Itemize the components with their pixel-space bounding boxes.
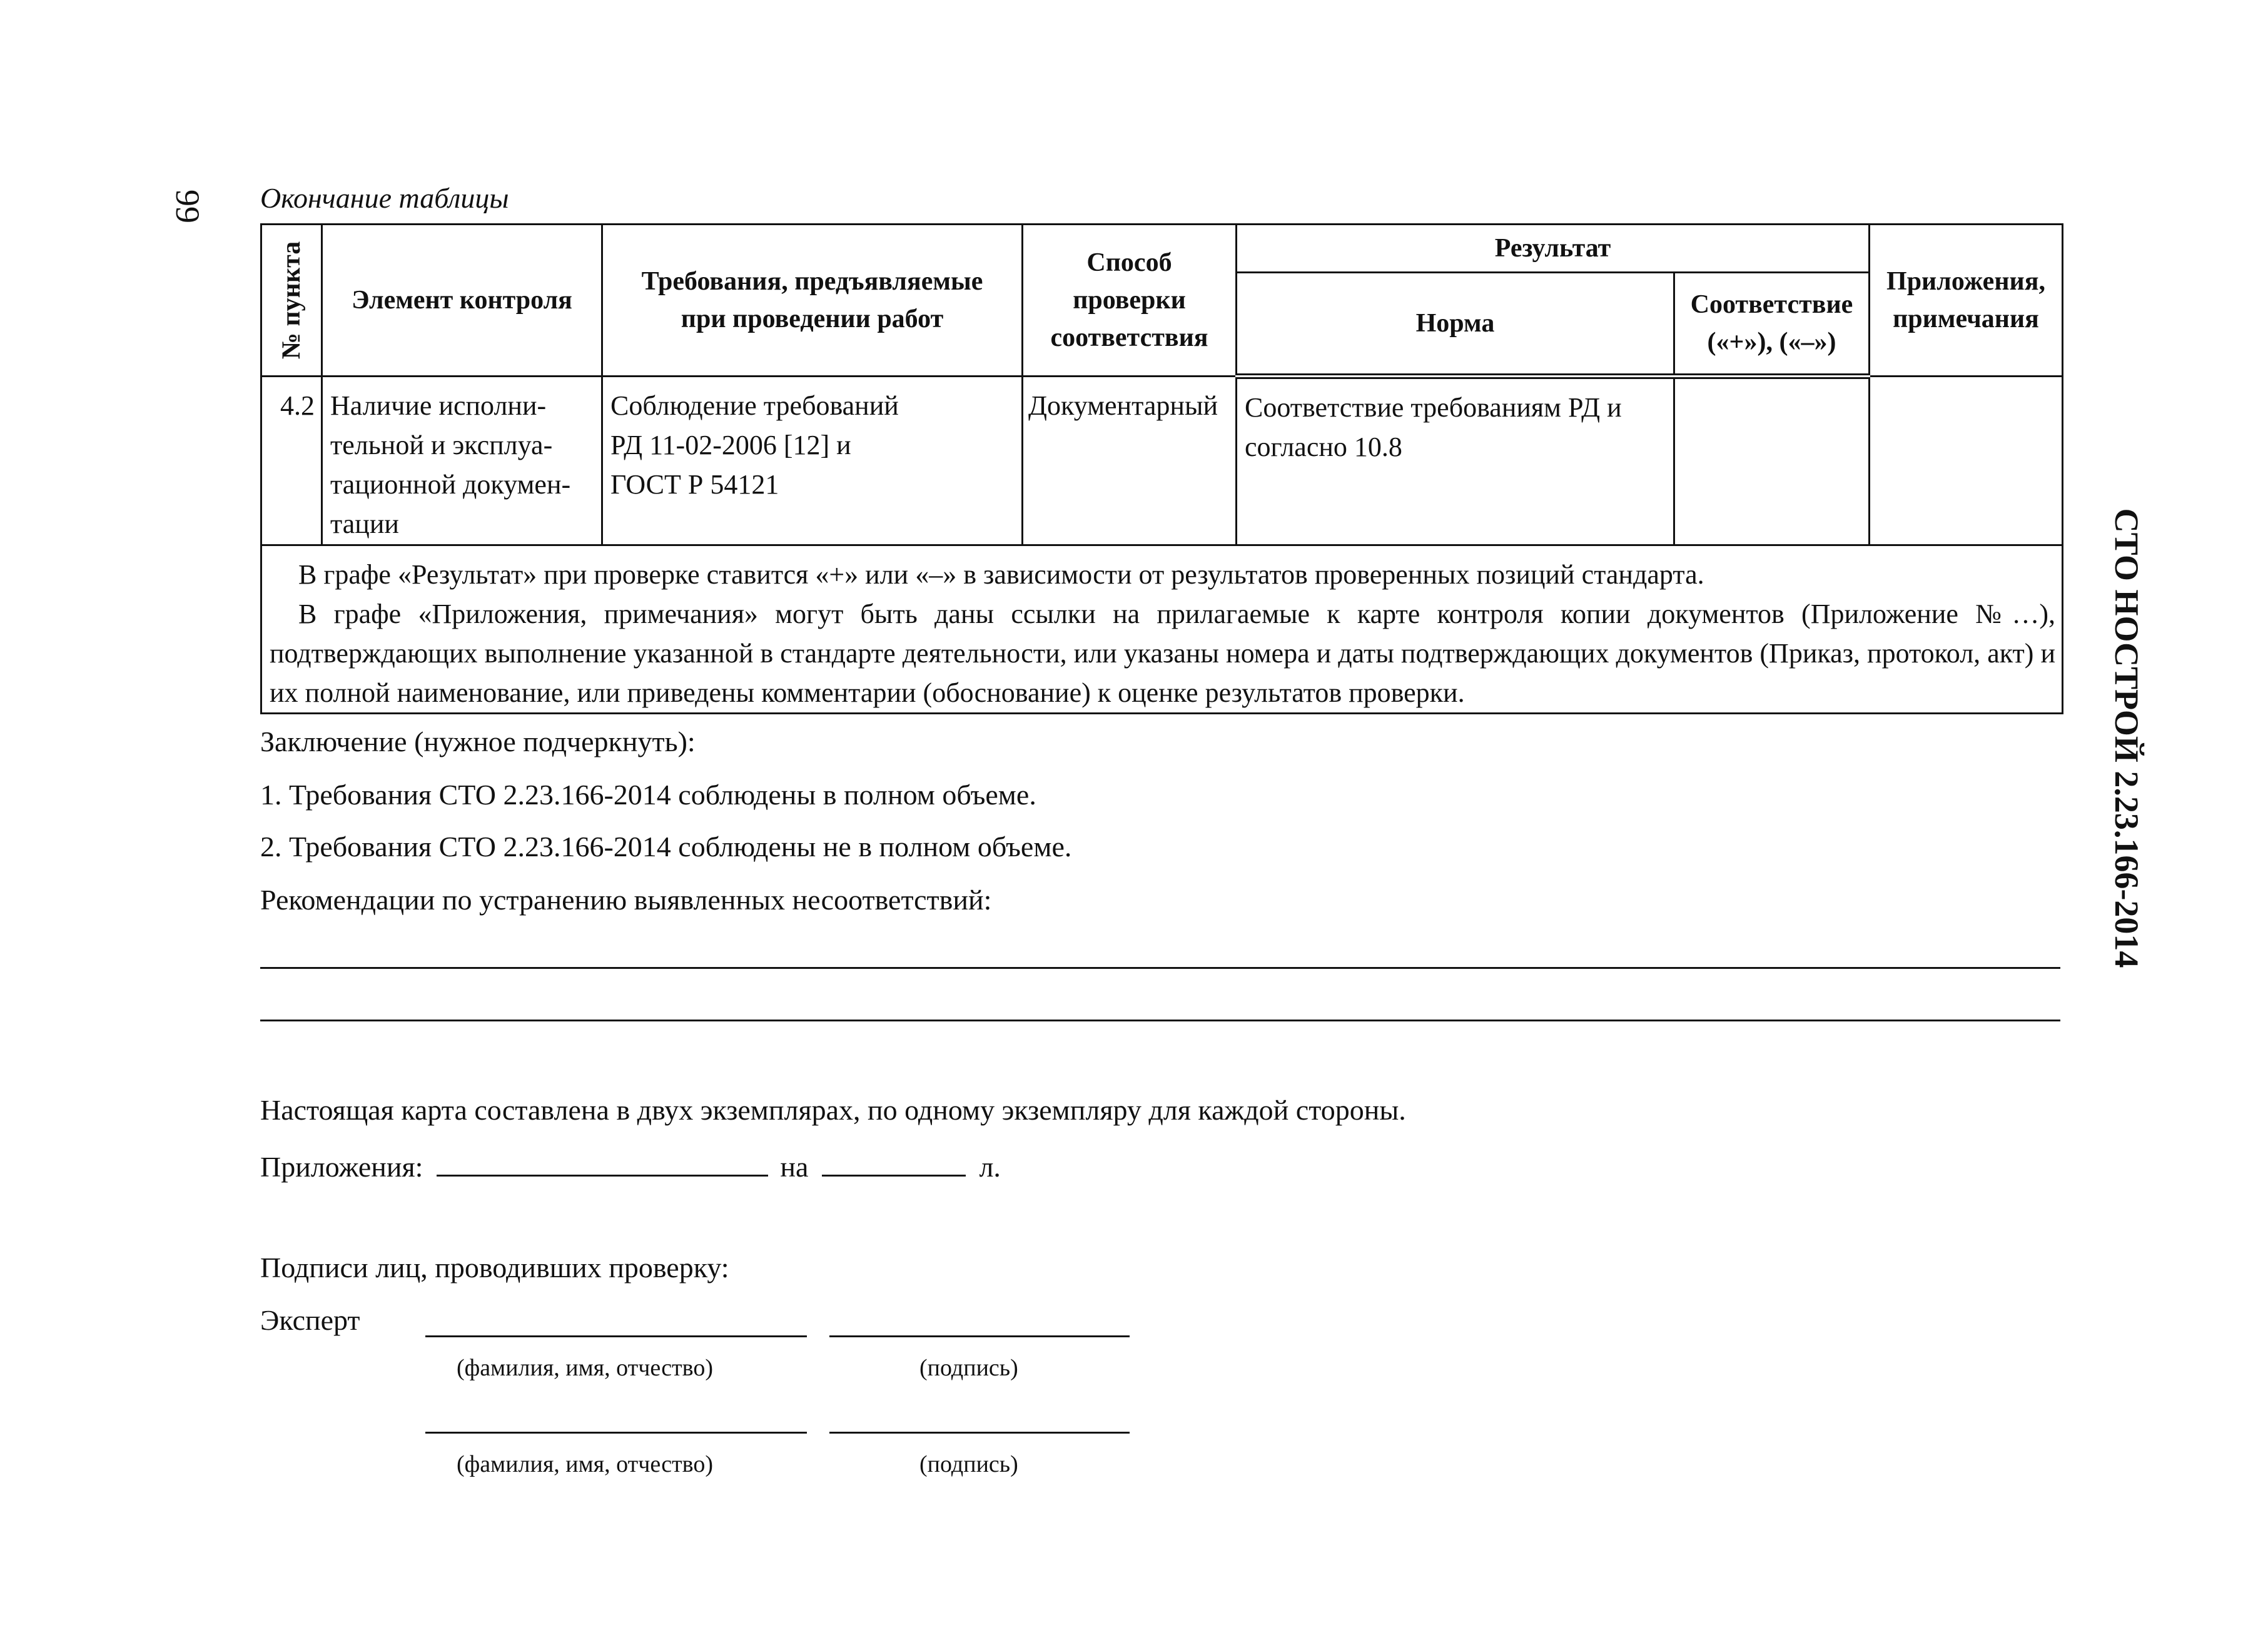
header-method: Способ проверки соответствия	[1023, 225, 1237, 377]
header-compliance-line2: («+»), («–»)	[1707, 328, 1836, 357]
row-requirements-line: РД 11-02-2006 [12] и	[610, 430, 851, 460]
row-norm-line: согласно 10.8	[1245, 432, 1402, 462]
row-requirements	[602, 377, 1023, 545]
row-element-line: тационной докумен-	[330, 469, 571, 500]
second-signature-line	[829, 1432, 1130, 1434]
row-num: 4.2	[261, 377, 322, 545]
second-name-line	[425, 1432, 807, 1434]
row-element	[322, 377, 602, 545]
header-num	[261, 225, 322, 377]
attachments-line	[260, 1146, 1001, 1185]
header-num-text: № пункта	[277, 241, 306, 360]
header-result: Результат	[1237, 225, 1870, 273]
row-notes	[1870, 377, 2063, 545]
conclusion-heading: Заключение (нужное подчеркнуть):	[260, 726, 696, 757]
signature-caption: (подпись)	[919, 1355, 1018, 1381]
conclusion-option-1: 1. Требования СТО 2.23.166-2014 соблюдены в полном объеме.	[260, 779, 1036, 811]
attachments-blank	[437, 1146, 768, 1177]
row-method: Документарный	[1023, 377, 1237, 545]
row-compliance	[1674, 377, 1870, 545]
name-caption: (фамилия, имя, отчество)	[457, 1451, 714, 1477]
row-requirements-line: ГОСТ Р 54121	[610, 469, 779, 500]
page-number: 99	[169, 190, 206, 223]
attachments-sheets: л.	[979, 1151, 1001, 1183]
header-compliance	[1674, 273, 1870, 377]
row-element-line: тельной и эксплуа-	[330, 430, 553, 460]
footnote-paragraph: В графе «Приложения, примечания» могут быть даны ссылки на прилагаемые к карте контроля копии документов (Приложение №…), подтверждающих выполнение указанной в стандарте деятельности, или указаны номера и даты подтверждающих документов (Приказ, протокол, акт) и их полной наименование, или приведены комментарии (обоснование) к оценке результатов проверки.	[270, 599, 2055, 708]
header-element: Элемент контроля	[322, 225, 602, 377]
copies-text: Настоящая карта составлена в двух экземплярах, по одному экземпляру для каждой стороны.	[260, 1094, 1406, 1126]
row-requirements-line: Соблюдение требований	[610, 390, 899, 421]
expert-label: Эксперт	[260, 1304, 360, 1336]
header-norm: Норма	[1237, 273, 1674, 377]
header-compliance-line1: Соответствие	[1690, 290, 1853, 319]
name-caption: (фамилия, имя, отчество)	[457, 1355, 714, 1381]
table-row	[261, 377, 2063, 545]
sheets-blank	[822, 1146, 966, 1177]
row-norm	[1237, 377, 1674, 545]
table-footnote	[261, 545, 2063, 714]
header-notes: Приложения, примечания	[1870, 225, 2063, 377]
row-element-line: Наличие исполни-	[330, 390, 547, 421]
footnote-paragraph: В графе «Результат» при проверке ставится «+» или «–» в зависимости от результатов проверенных позиций стандарта.	[298, 559, 1704, 590]
table-caption: Окончание таблицы	[260, 182, 509, 214]
control-table	[260, 223, 2063, 714]
row-element-line: тации	[330, 509, 399, 539]
recommendation-line	[260, 1020, 2060, 1021]
running-head-text: СТО НОСТРОЙ 2.23.166-2014	[2108, 508, 2145, 968]
conclusion-option-2: 2. Требования СТО 2.23.166-2014 соблюдены не в полном объеме.	[260, 831, 1072, 863]
expert-signature-line	[829, 1335, 1130, 1337]
attachments-label: Приложения:	[260, 1151, 423, 1183]
header-requirements: Требования, предъявляемые при проведении работ	[602, 225, 1023, 377]
signature-caption: (подпись)	[919, 1451, 1018, 1477]
recommendations-label: Рекомендации по устранению выявленных несоответствий:	[260, 884, 992, 916]
signatures-heading: Подписи лиц, проводивших проверку:	[260, 1252, 729, 1283]
row-norm-line: Соответствие требованиям РД и	[1245, 392, 1622, 423]
attachments-on: на	[780, 1151, 809, 1183]
expert-name-line	[425, 1335, 807, 1337]
recommendation-line	[260, 967, 2060, 969]
